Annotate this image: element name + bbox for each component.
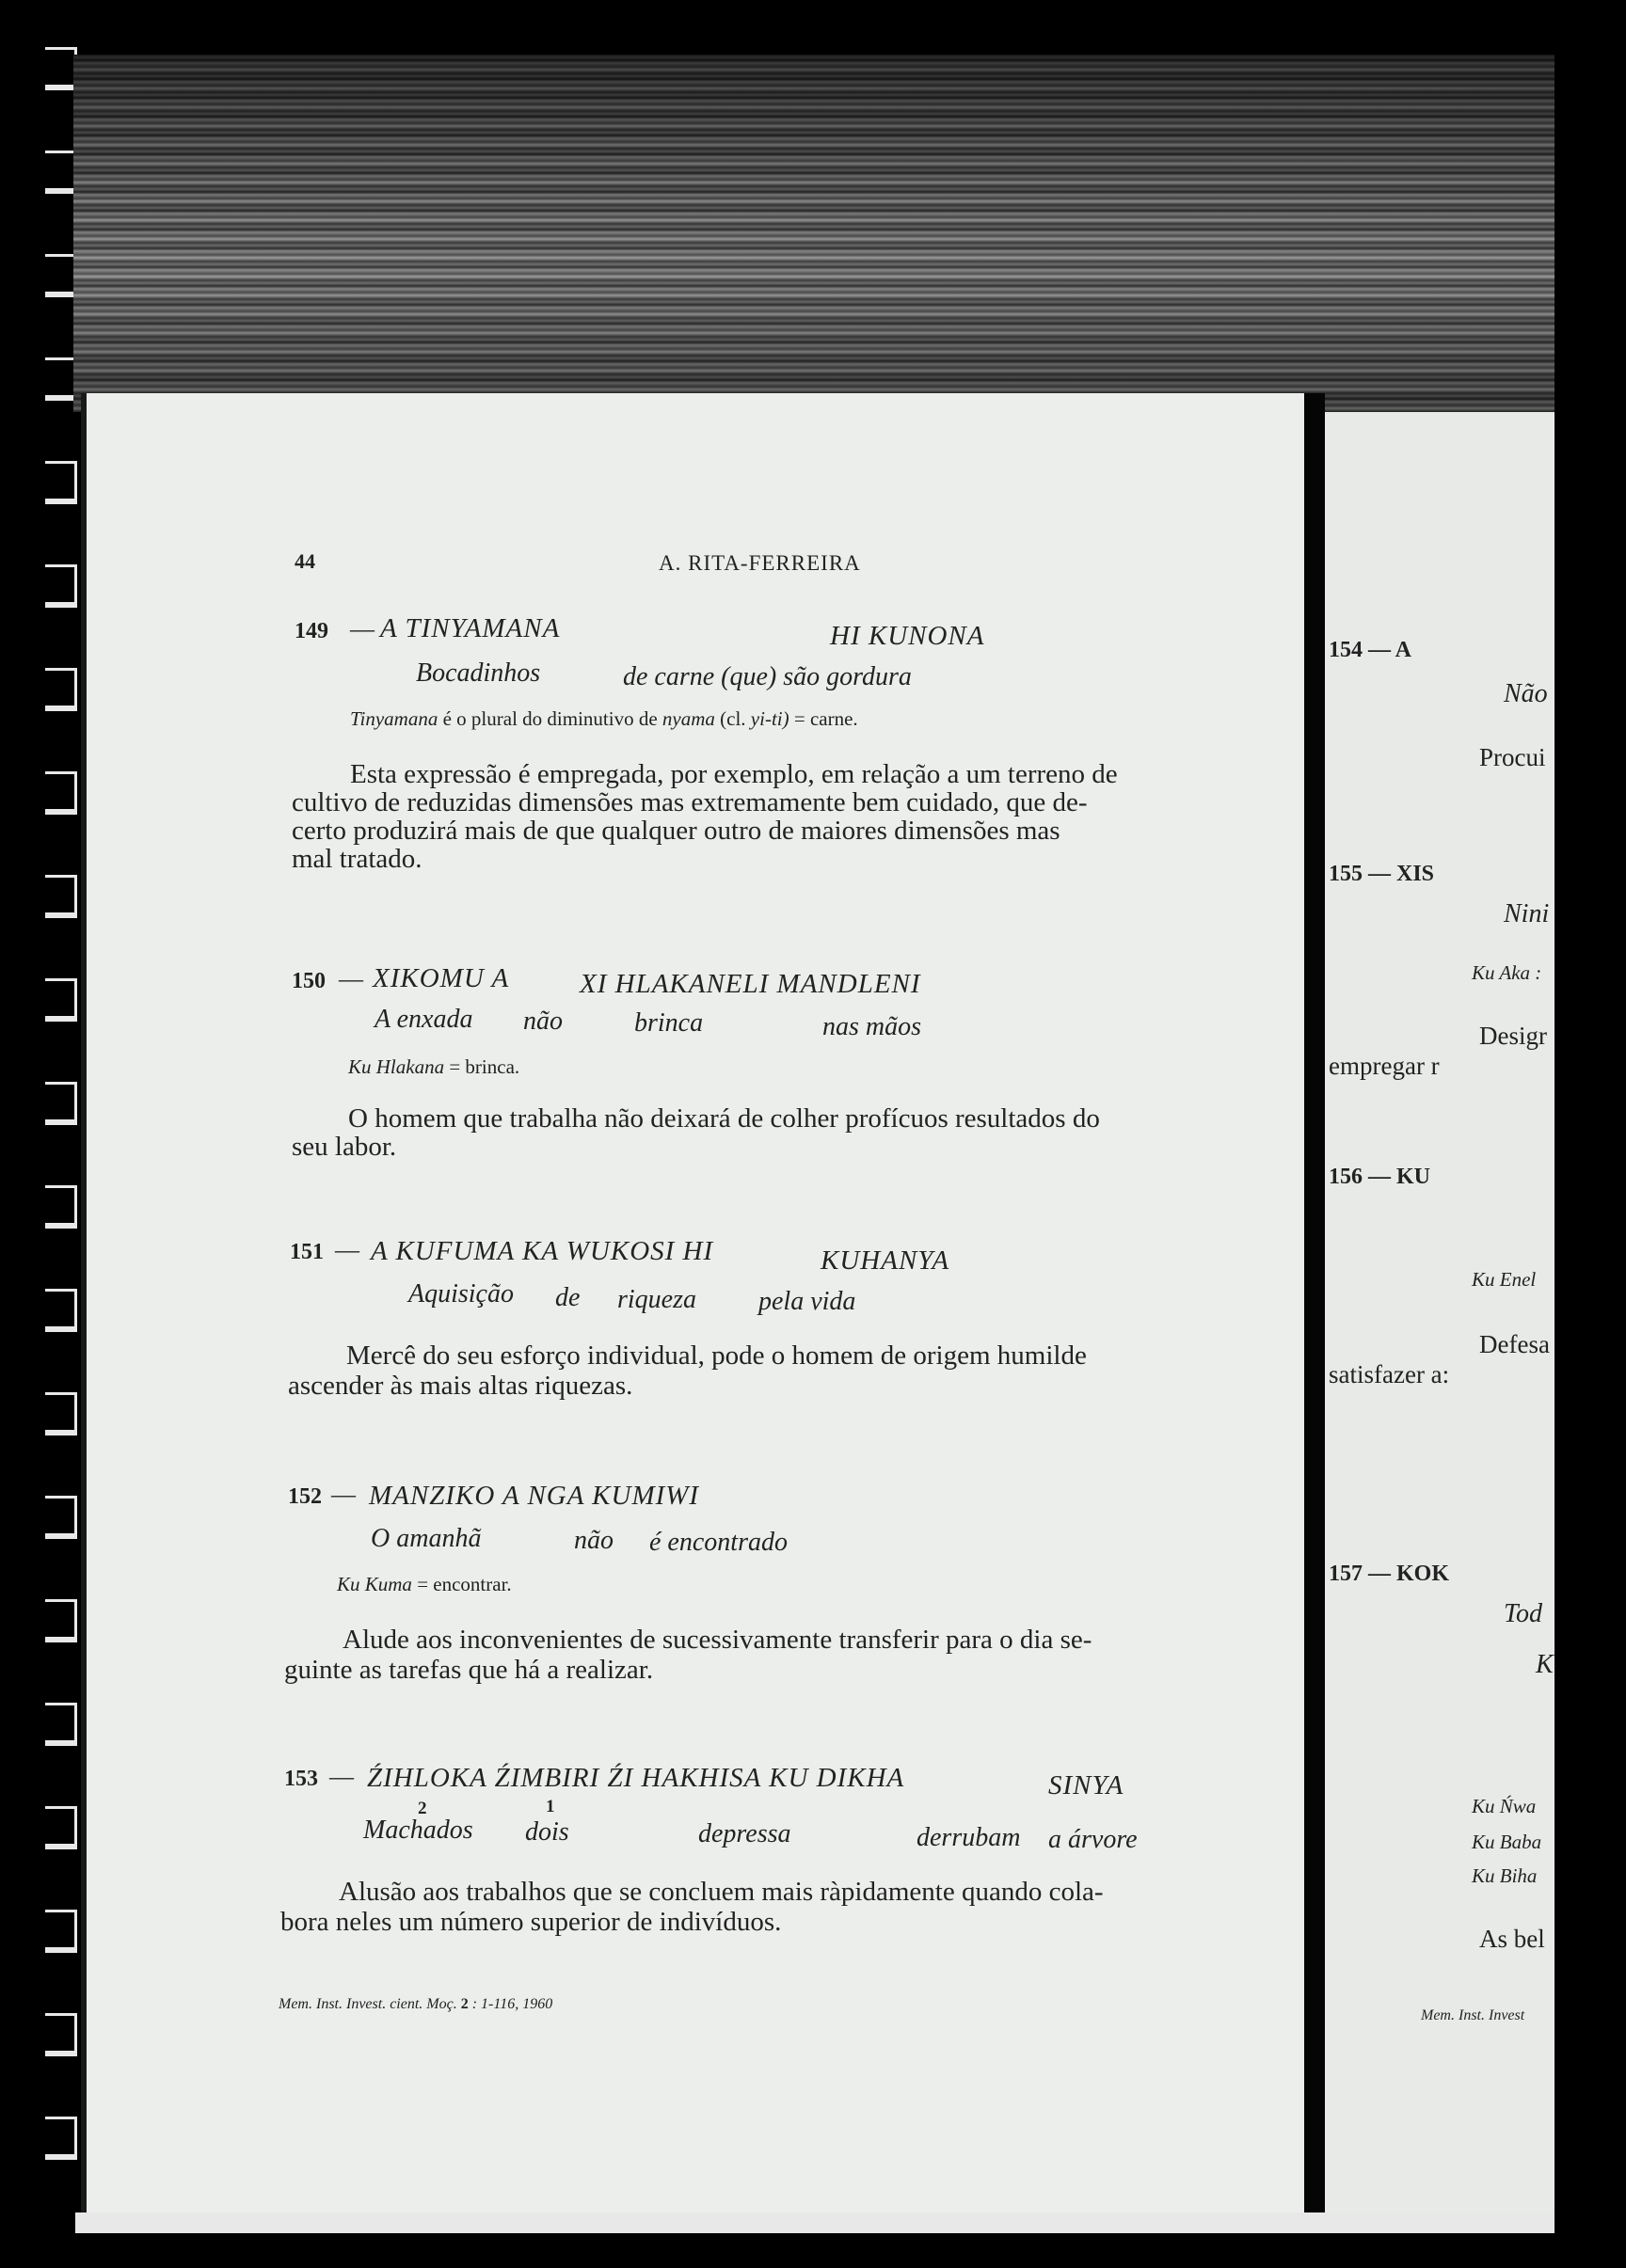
entry-dash: — xyxy=(339,965,363,992)
gloss: derrubam xyxy=(917,1823,1021,1852)
binding-ring xyxy=(45,1910,77,1953)
paragraph-line: mal tratado. xyxy=(292,844,422,874)
gloss: a árvore xyxy=(1048,1825,1138,1854)
proverb-phrase: HI KUNONA xyxy=(830,621,985,651)
binding-ring xyxy=(45,1082,77,1125)
paragraph-line: Alude aos inconvenientes de sucessivamente transferir para o dia se- xyxy=(343,1625,1092,1655)
word-order-mark: 1 xyxy=(546,1797,555,1816)
proverb-phrase: A KUFUMA KA WUKOSI HI xyxy=(371,1236,714,1266)
gloss: depressa xyxy=(698,1819,791,1848)
binding-ring xyxy=(45,1703,77,1746)
gloss: A enxada xyxy=(375,1005,473,1034)
paragraph-line: O homem que trabalha não deixará de colher profícuos resultados do xyxy=(348,1103,1100,1134)
footer-citation: Mem. Inst. Invest. cient. Moç. 2 : 1-116, 1960 xyxy=(279,1996,553,2012)
page-gutter xyxy=(1304,393,1325,2224)
proverb-phrase: KUHANYA xyxy=(821,1245,950,1276)
right-line: As bel xyxy=(1479,1925,1545,1953)
gloss: não xyxy=(574,1526,614,1555)
binding-ring xyxy=(45,875,77,918)
gloss: Machados xyxy=(363,1816,473,1845)
binding-ring xyxy=(45,1289,77,1332)
proverb-phrase: MANZIKO A NGA KUMIWI xyxy=(369,1481,700,1511)
word-order-mark: 2 xyxy=(418,1799,427,1818)
paragraph-line: guinte as tarefas que há a realizar. xyxy=(284,1655,654,1685)
right-line: 156 — KU xyxy=(1329,1165,1430,1189)
binding-ring xyxy=(45,47,77,90)
proverb-phrase: ŹIHLOKA ŹIMBIRI ŹI HAKHISA KU DIKHA xyxy=(367,1763,905,1793)
right-line: 154 — A xyxy=(1329,638,1412,662)
binding-ring xyxy=(45,1392,77,1435)
right-line: empregar r xyxy=(1329,1052,1440,1080)
gloss: não xyxy=(523,1007,563,1036)
gloss: brinca xyxy=(634,1008,704,1038)
paragraph-line: cultivo de reduzidas dimensões mas extremamente bem cuidado, que de- xyxy=(292,787,1088,817)
gloss: é encontrado xyxy=(649,1528,788,1557)
entry-number: 149 xyxy=(295,619,328,643)
etymology-note: Ku Kuma = encontrar. xyxy=(337,1573,512,1595)
entry-number: 151 xyxy=(290,1240,324,1264)
entry-dash: — xyxy=(329,1763,354,1790)
right-line: satisfazer a: xyxy=(1329,1360,1450,1388)
paragraph-line: Esta expressão é empregada, por exemplo, em relação a um terreno de xyxy=(350,759,1118,789)
binding-ring xyxy=(45,461,77,504)
right-line: Ku Ńwa xyxy=(1472,1795,1537,1817)
gloss: Aquisição xyxy=(408,1279,514,1308)
right-line: 157 — KOK xyxy=(1329,1562,1450,1586)
binding-ring xyxy=(45,978,77,1022)
entry-number: 153 xyxy=(284,1767,318,1791)
right-line: Ku Baba xyxy=(1472,1831,1542,1853)
scanner-streak-band xyxy=(73,55,1554,412)
gloss: de xyxy=(555,1283,581,1312)
binding-ring xyxy=(45,151,77,194)
paragraph-line: ascender às mais altas riquezas. xyxy=(288,1371,633,1401)
binding-ring xyxy=(45,1806,77,1849)
right-line: 155 — XIS xyxy=(1329,862,1435,886)
entry-dash: — xyxy=(335,1236,359,1263)
gloss: nas mãos xyxy=(822,1012,922,1041)
paragraph-line: seu labor. xyxy=(292,1132,397,1162)
binding-ring xyxy=(45,1496,77,1539)
right-line: Desigr xyxy=(1479,1022,1547,1050)
binding-ring xyxy=(45,771,77,815)
entry-dash: — xyxy=(331,1481,356,1508)
gloss: pela vida xyxy=(758,1287,856,1316)
gloss: riqueza xyxy=(617,1285,696,1314)
right-footer: Mem. Inst. Invest xyxy=(1421,2007,1525,2023)
etymology-note: Tinyamana é o plural do diminutivo de nyama (cl. yi-ti) = carne. xyxy=(350,707,858,730)
binding-ring xyxy=(45,1185,77,1229)
paragraph-line: Alusão aos trabalhos que se concluem mais ràpidamente quando cola- xyxy=(339,1877,1104,1907)
binding-ring xyxy=(45,357,77,401)
right-line: Defesa xyxy=(1479,1330,1550,1358)
right-line: Ku Enel xyxy=(1472,1268,1537,1291)
right-line: Ku Aka : xyxy=(1472,961,1542,984)
right-page xyxy=(1325,412,1554,2224)
binding-ring xyxy=(45,564,77,608)
bottom-paper-edge xyxy=(75,2212,1554,2233)
binding-ring xyxy=(45,2013,77,2056)
gloss: Bocadinhos xyxy=(416,658,541,688)
right-line: Nini xyxy=(1504,899,1550,928)
right-line: K xyxy=(1536,1650,1554,1679)
gloss: dois xyxy=(525,1817,569,1847)
etymology-note: Ku Hlakana = brinca. xyxy=(348,1055,520,1078)
paragraph-line: certo produzirá mais de que qualquer outro de maiores dimensões mas xyxy=(292,816,1060,846)
binding-ring xyxy=(45,1599,77,1642)
binding-ring xyxy=(45,254,77,297)
right-line: Não xyxy=(1504,679,1548,708)
right-line: Procui xyxy=(1479,743,1546,771)
paragraph-line: Mercê do seu esforço individual, pode o homem de origem humilde xyxy=(346,1340,1087,1371)
entry-number: 152 xyxy=(288,1484,322,1509)
entry-number: 150 xyxy=(292,969,326,993)
right-line: Tod xyxy=(1504,1599,1543,1628)
running-head: A. RITA-FERREIRA xyxy=(659,551,861,575)
proverb-phrase: XI HLAKANELI MANDLENI xyxy=(580,969,921,999)
binding-ring xyxy=(45,668,77,711)
gloss: O amanhã xyxy=(371,1524,482,1553)
proverb-phrase: A TINYAMANA xyxy=(380,613,561,643)
gloss: de carne (que) são gordura xyxy=(623,662,912,691)
binding-ring xyxy=(45,2117,77,2160)
entry-dash: — xyxy=(350,615,375,642)
page-number: 44 xyxy=(295,549,315,573)
paragraph-line: bora neles um número superior de indivíduos. xyxy=(280,1907,782,1937)
proverb-phrase: XIKOMU A xyxy=(373,963,510,993)
right-line: Ku Biha xyxy=(1472,1864,1538,1887)
proverb-phrase: SINYA xyxy=(1048,1770,1124,1800)
